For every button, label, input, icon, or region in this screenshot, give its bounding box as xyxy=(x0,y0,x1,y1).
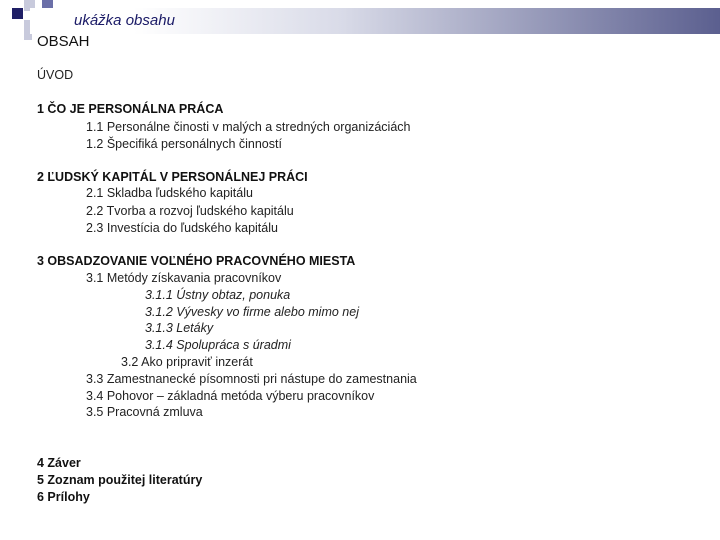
toc-section-2-1: 2.1 Skladba ľudského kapitálu xyxy=(86,186,253,200)
toc-section-3-1-1: 3.1.1 Ústny obtaz, ponuka xyxy=(145,288,291,302)
toc-section-1-2: 1.2 Špecifiká personálnych činností xyxy=(86,137,282,151)
toc-chapter-5: 5 Zoznam použitej literatúry xyxy=(37,473,203,487)
toc-section-1-1: 1.1 Personálne činosti v malých a stredných organizáciách xyxy=(86,120,411,134)
toc-section-3-1-4: 3.1.4 Spolupráca s úradmi xyxy=(145,338,291,352)
toc-chapter-4: 4 Záver xyxy=(37,456,81,470)
toc-section-3-1-2: 3.1.2 Vývesky vo firme alebo mimo nej xyxy=(145,305,359,319)
dark-square xyxy=(12,8,23,19)
toc-section-3-2: 3.2 Ako pripraviť inzerát xyxy=(121,355,253,369)
toc-section-2-2: 2.2 Tvorba a rozvoj ľudského kapitálu xyxy=(86,204,294,218)
toc-chapter-6: 6 Prílohy xyxy=(37,490,90,504)
toc-section-3-5: 3.5 Pracovná zmluva xyxy=(86,405,203,419)
toc-section-2-3: 2.3 Investícia do ľudského kapitálu xyxy=(86,221,278,235)
toc-intro: ÚVOD xyxy=(37,68,74,82)
toc-section-3-1-3: 3.1.3 Letáky xyxy=(145,321,214,335)
toc-chapter-2: 2 ĽUDSKÝ KAPITÁL V PERSONÁLNEJ PRÁCI xyxy=(37,170,308,184)
slide-title: ukážka obsahu xyxy=(74,12,175,29)
page-heading: OBSAH xyxy=(37,33,90,50)
toc-section-3-3: 3.3 Zamestnanecké písomnosti pri nástupe do zamestnania xyxy=(86,372,417,386)
toc-section-3-1: 3.1 Metódy získavania pracovníkov xyxy=(86,271,282,285)
toc-section-3-4: 3.4 Pohovor – základná metóda výberu pracovníkov xyxy=(86,389,375,403)
toc-chapter-1: 1 ČO JE PERSONÁLNA PRÁCA xyxy=(37,102,224,116)
toc-chapter-3: 3 OBSADZOVANIE VOĽNÉHO PRACOVNÉHO MIESTA xyxy=(37,254,356,268)
